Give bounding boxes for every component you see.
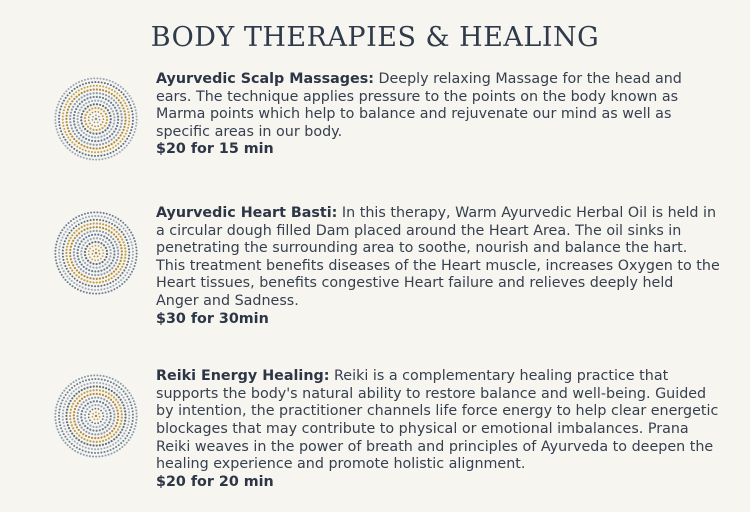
mandala-icon-wrap [44, 368, 148, 460]
service-description: In this therapy, Warm Ayurvedic Herbal Oil is held in a circular dough filled Dam placed around the Heart Area. The oil sinks in penetrating the surrounding area to soothe, nourish and balance the hart. This treatment benefits diseases of the Heart muscle, increases Oxygen to the Heart tissues, benefits congestive Heart failure and relieves deeply held Anger and Sadness. [156, 205, 720, 309]
service-price: $20 for 15 min [156, 141, 274, 158]
service-name: Ayurvedic Scalp Massages: [156, 71, 374, 87]
service-text [148, 71, 720, 159]
service-price: $30 for 30min [156, 310, 269, 327]
service-price: $20 for 20 min [156, 473, 274, 490]
service-description: Reiki is a complementary healing practice that supports the body's natural ability to restore balance and well-being. Guided by intention, the practitioner channels life force energy to help clear energetic blockages that may contribute to physical or emotional imbalances. Prana Reiki weaves in the power of breath and principles of Ayurveda to deepen the healing experience and promote holistic alignment. [156, 368, 719, 473]
service-name: Reiki Energy Healing: [156, 368, 330, 385]
service-item [0, 71, 750, 163]
mandala-icon-wrap [44, 205, 148, 297]
mandala-icon [52, 372, 140, 460]
service-text [148, 368, 720, 491]
service-item [0, 205, 750, 328]
mandala-icon [52, 75, 140, 163]
service-item [0, 368, 750, 491]
service-name: Ayurvedic Heart Basti: [156, 205, 338, 221]
mandala-icon-wrap [44, 71, 148, 163]
service-text [148, 205, 720, 328]
service-description: Deeply relaxing Massage for the head and ears. The technique applies pressure to the points on the body known as Marma points which help to balance and rejuvenate our mind as well as specific areas in our body. [156, 71, 682, 140]
mandala-icon [52, 209, 140, 297]
page-title: BODY THERAPIES & HEALING [150, 22, 600, 53]
